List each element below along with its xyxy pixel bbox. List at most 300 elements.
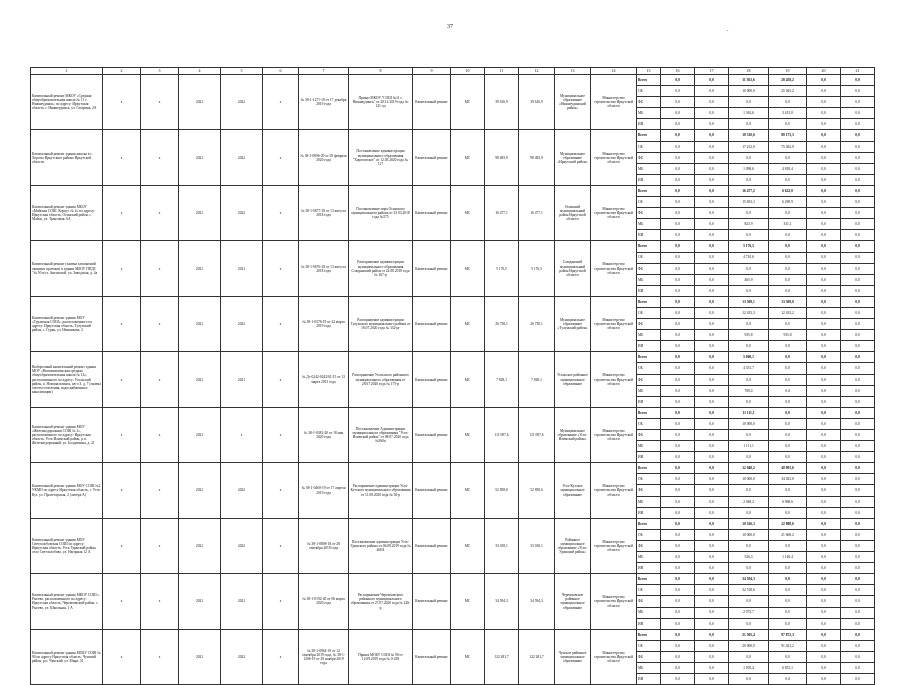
source-type-cell: ФБ — [637, 263, 661, 274]
source-type-cell: МБ — [637, 441, 661, 452]
amount-cell: 0,0 — [841, 319, 875, 330]
amount-cell: 0,0 — [661, 352, 695, 363]
table-cell: № 38-1-0192-20 от 06 марта 2020 года — [299, 574, 349, 629]
amount-cell: 0,0 — [661, 363, 695, 374]
amount-cell: 12 433,2 — [769, 307, 807, 318]
amount-cell: 1 111,1 — [729, 441, 769, 452]
amount-cell: 0,0 — [769, 452, 807, 463]
table-cell: 52 858,6 — [519, 463, 555, 518]
table-cell: Распоряжение Усольского районного муниципального образования от 28.07.2020 года № 175-р — [349, 352, 413, 407]
column-number: 6 — [263, 68, 299, 75]
amount-cell: 0,0 — [841, 374, 875, 385]
table-row — [31, 407, 875, 418]
amount-cell: 0,0 — [841, 341, 875, 352]
amount-cell: 0,0 — [695, 651, 729, 662]
source-type-cell: Всего — [637, 629, 661, 640]
source-type-cell: ИИ — [637, 618, 661, 629]
amount-cell: 0,0 — [769, 596, 807, 607]
amount-cell: 0,0 — [729, 208, 769, 219]
amount-cell: 0,0 — [769, 430, 807, 441]
amount-cell: 0,0 — [695, 674, 729, 685]
amount-cell: 0,0 — [661, 208, 695, 219]
table-cell: х — [103, 352, 141, 407]
amount-cell: 0,0 — [695, 430, 729, 441]
amount-cell: 0,0 — [695, 552, 729, 563]
table-cell: 2021 — [179, 407, 221, 462]
amount-cell: 28 458,2 — [769, 75, 807, 86]
amount-cell: 18 310,6 — [729, 130, 769, 141]
table-cell: Министерство строительства Иркутской области — [591, 352, 637, 407]
table-cell: Муниципальное образование «Иркутский район» — [555, 130, 591, 185]
table-cell: х — [141, 130, 179, 185]
table-cell: 2022 — [221, 185, 263, 240]
amount-cell: 0,0 — [841, 197, 875, 208]
table-cell: Капитальный ремонт — [413, 407, 451, 462]
amount-cell: 0,0 — [807, 452, 841, 463]
source-type-cell: ИИ — [637, 507, 661, 518]
amount-cell: 0,0 — [695, 585, 729, 596]
amount-cell: 0,0 — [807, 86, 841, 97]
amount-cell: 0,0 — [661, 185, 695, 196]
amount-cell: 0,0 — [695, 396, 729, 407]
source-type-cell: ИИ — [637, 119, 661, 130]
table-cell: х — [263, 130, 299, 185]
amount-cell: 0,0 — [841, 330, 875, 341]
amount-cell: 0,0 — [769, 119, 807, 130]
table-cell: 2022 — [221, 130, 263, 185]
amount-cell: 0,0 — [807, 385, 841, 396]
amount-cell: 0,0 — [729, 263, 769, 274]
source-type-cell: ОБ — [637, 585, 661, 596]
amount-cell: 0,0 — [769, 152, 807, 163]
amount-cell: 0,0 — [729, 341, 769, 352]
source-type-cell: ФБ — [637, 651, 661, 662]
table-cell: МС — [451, 296, 485, 351]
amount-cell: 0,0 — [729, 563, 769, 574]
amount-cell: 0,0 — [807, 674, 841, 685]
amount-cell: 0,0 — [695, 640, 729, 651]
table-cell: 2021 — [179, 185, 221, 240]
table-cell: 2021 — [179, 463, 221, 518]
table-cell: 2022 — [221, 629, 263, 684]
table-cell: Министерство строительства Иркутской области — [591, 518, 637, 573]
source-type-cell: Всего — [637, 463, 661, 474]
table-cell: 33 018,1 — [485, 518, 519, 573]
amount-cell: 0,0 — [841, 130, 875, 141]
object-name-cell: Капитальный ремонт здания МОУ «Гуранская СОШ», расположенного по адресу: Иркутская область, Тулунский район, с. Гуран, ул. Ившаньева, 2 — [31, 296, 103, 351]
amount-cell: 0,0 — [769, 241, 807, 252]
amount-cell: 935,8 — [729, 330, 769, 341]
amount-cell: 0,0 — [841, 418, 875, 429]
source-type-cell: МБ — [637, 385, 661, 396]
table-cell: х — [263, 241, 299, 296]
amount-cell: 0,0 — [695, 330, 729, 341]
source-type-cell: ФБ — [637, 430, 661, 441]
object-name-cell: Капитальный ремонт здания МОУ Светлолобовская СОШ по адресу: Иркутская область, Усть-Удинский район, село Светлолобово, ул. Нагорная 12 А — [31, 518, 103, 573]
amount-cell: 0,0 — [807, 563, 841, 574]
amount-cell: 0,0 — [841, 185, 875, 196]
amount-cell: 0,0 — [841, 607, 875, 618]
amount-cell: 3 415,0 — [769, 108, 807, 119]
table-cell: № 38-1-0460-19 от 17 апреля 2019 года — [299, 463, 349, 518]
amount-cell: 0,0 — [695, 418, 729, 429]
column-number: 8 — [349, 68, 413, 75]
amount-cell: 0,0 — [695, 75, 729, 86]
amount-cell: 0,0 — [769, 607, 807, 618]
amount-cell: 6 968,6 — [769, 496, 807, 507]
amount-cell: 0,0 — [729, 485, 769, 496]
amount-cell: 0,0 — [841, 507, 875, 518]
amount-cell: 0,0 — [661, 463, 695, 474]
amount-cell: 0,0 — [769, 485, 807, 496]
table-cell: 34 594,3 — [519, 574, 555, 629]
table-cell: Чунское районное муниципальное образование — [555, 629, 591, 684]
source-type-cell: ОБ — [637, 252, 661, 263]
amount-cell: 0,0 — [807, 418, 841, 429]
amount-cell: 80 173,3 — [769, 130, 807, 141]
amount-cell: 6 851,1 — [769, 662, 807, 673]
table-cell: МС — [451, 352, 485, 407]
amount-cell: 0,0 — [661, 319, 695, 330]
table-cell: Министерство строительства Иркутской области — [591, 130, 637, 185]
source-type-cell: ОБ — [637, 197, 661, 208]
amount-cell: 0,0 — [769, 418, 807, 429]
object-name-cell: Капитальный ремонт здания школы в с. Хороты Иркутского района Иркутской области — [31, 130, 103, 185]
amount-cell: 0,0 — [769, 674, 807, 685]
table-row — [31, 75, 875, 86]
amount-cell: 12 433,3 — [729, 307, 769, 318]
amount-cell: 0,0 — [729, 674, 769, 685]
amount-cell: 0,0 — [661, 374, 695, 385]
amount-cell: 0,0 — [841, 407, 875, 418]
table-cell: х — [141, 352, 179, 407]
amount-cell: 0,0 — [807, 341, 841, 352]
amount-cell: 0,0 — [661, 141, 695, 152]
table-cell: Капитальный ремонт — [413, 518, 451, 573]
table-cell: х — [221, 407, 263, 462]
table-cell: 2021 — [179, 241, 221, 296]
amount-cell: 6 290,9 — [769, 197, 807, 208]
amount-cell: 0,0 — [661, 563, 695, 574]
amount-cell: 0,0 — [695, 463, 729, 474]
column-number: 3 — [141, 68, 179, 75]
source-type-cell: ИИ — [637, 285, 661, 296]
amount-cell: 0,0 — [841, 208, 875, 219]
column-number: 9 — [413, 68, 451, 75]
amount-cell: 20 000,0 — [729, 640, 769, 651]
amount-cell: 34 594,3 — [729, 574, 769, 585]
amount-cell: 526,3 — [729, 552, 769, 563]
amount-cell: 0,0 — [841, 441, 875, 452]
table-cell: 16 477,1 — [485, 185, 519, 240]
amount-cell: 0,0 — [695, 629, 729, 640]
table-cell: 2021 — [179, 518, 221, 573]
amount-cell: 0,0 — [695, 108, 729, 119]
table-cell: № Дс-0242-0242/01/15 от 12 марта 2013 года — [299, 352, 349, 407]
source-type-cell: ИИ — [637, 341, 661, 352]
amount-cell: 0,0 — [729, 507, 769, 518]
amount-cell: 0,0 — [807, 441, 841, 452]
table-cell: МС — [451, 463, 485, 518]
amount-cell: 0,0 — [661, 430, 695, 441]
amount-cell: 0,0 — [807, 163, 841, 174]
column-number: 14 — [591, 68, 637, 75]
amount-cell: 0,0 — [695, 607, 729, 618]
amount-cell: 0,0 — [807, 396, 841, 407]
amount-cell: 21 668,2 — [769, 529, 807, 540]
table-cell: х — [263, 407, 299, 462]
amount-cell: 0,0 — [729, 651, 769, 662]
column-number: 12 — [519, 68, 555, 75]
amount-cell: 0,0 — [695, 197, 729, 208]
amount-cell: 12 048,2 — [729, 463, 769, 474]
object-name-cell: Капитальный ремонт (замена заполнений оконных проемов) в здании МБОУ ППДС "№ 50 в/ст. Ангоколой, ул. Заводская, д. 4а — [31, 241, 103, 296]
table-cell: 111 087,6 — [485, 407, 519, 462]
amount-cell: 5 176,5 — [729, 241, 769, 252]
amount-cell: 0,0 — [661, 418, 695, 429]
amount-cell: 0,0 — [769, 540, 807, 551]
column-number: 19 — [769, 68, 807, 75]
amount-cell: 0,0 — [661, 441, 695, 452]
amount-cell: 0,0 — [841, 241, 875, 252]
table-cell: Постановление администрации Усть-Удинского района от 06.08.2019 года № 266А — [349, 518, 413, 573]
table-cell: Капитальный ремонт — [413, 296, 451, 351]
table-cell: МС — [451, 629, 485, 684]
amount-cell: 0,0 — [695, 141, 729, 152]
amount-cell: 5 060,1 — [729, 352, 769, 363]
table-cell: х — [103, 75, 141, 130]
table-cell: х — [141, 75, 179, 130]
amount-cell: 0,0 — [769, 208, 807, 219]
amount-cell: 0,0 — [695, 496, 729, 507]
amount-cell: 0,0 — [807, 285, 841, 296]
table-cell: 98 483,9 — [485, 130, 519, 185]
table-cell: № 38-1-0964-19 от 12 сентября 2019 года, № 38-1-1206-19 от 29 ноября 2019 года — [299, 629, 349, 684]
source-type-cell: Всего — [637, 296, 661, 307]
amount-cell: 0,0 — [729, 119, 769, 130]
amount-cell: 0,0 — [769, 274, 807, 285]
table-cell: х — [141, 629, 179, 684]
table-cell: № 38-1-0677-18 от 13 августа 2018 года — [299, 185, 349, 240]
amount-cell: 16 477,2 — [729, 185, 769, 196]
amount-cell: 0,0 — [661, 496, 695, 507]
table-row — [31, 241, 875, 252]
amount-cell: 0,0 — [769, 263, 807, 274]
table-cell: 122 281,7 — [485, 629, 519, 684]
amount-cell: 0,0 — [841, 285, 875, 296]
column-number: 2 — [103, 68, 141, 75]
table-cell: Капитальный ремонт — [413, 185, 451, 240]
amount-cell: 0,0 — [695, 130, 729, 141]
table-cell: 52 858,6 — [485, 463, 519, 518]
amount-cell: 0,0 — [807, 607, 841, 618]
amount-cell: 0,0 — [807, 574, 841, 585]
source-type-cell: Всего — [637, 75, 661, 86]
amount-cell: 0,0 — [807, 640, 841, 651]
amount-cell: 0,0 — [807, 540, 841, 551]
amount-cell: 13 369,0 — [769, 296, 807, 307]
table-cell: Капитальный ремонт — [413, 241, 451, 296]
amount-cell: 15 653,3 — [729, 197, 769, 208]
amount-cell: 0,0 — [695, 319, 729, 330]
source-type-cell: Всего — [637, 518, 661, 529]
source-type-cell: ОБ — [637, 141, 661, 152]
source-type-cell: Всего — [637, 574, 661, 585]
amount-cell: 0,0 — [807, 185, 841, 196]
table-cell: х — [141, 463, 179, 518]
amount-cell: 0,0 — [841, 474, 875, 485]
table-cell: Районное муниципальное образование «Усть-Удинский район» — [555, 518, 591, 573]
amount-cell: 0,0 — [841, 75, 875, 86]
amount-cell: 0,0 — [841, 252, 875, 263]
table-cell: Усть-Кутское муниципальное образование — [555, 463, 591, 518]
table-cell: х — [103, 518, 141, 573]
amount-cell: 0,0 — [661, 596, 695, 607]
amount-cell: 11 363,6 — [729, 75, 769, 86]
object-name-cell: Капитальный ремонт здания МБОУ «Майская СОШ. Корпус № 2» по адресу: Иркутская область, Осинский район, с. Майск, ул. Трактовая, 6А — [31, 185, 103, 240]
amount-cell: 34 023,0 — [769, 474, 807, 485]
object-name-cell: Капитальный ремонт здания МОБУ СОШ № 90 по адресу Иркутская область, Чунский район, р.п. Чунский, ул. Мира, 31 — [31, 629, 103, 684]
amount-cell: 0,0 — [807, 263, 841, 274]
amount-cell: 0,0 — [807, 618, 841, 629]
table-cell: х — [103, 296, 141, 351]
table-cell: 2021 — [179, 629, 221, 684]
amount-cell: 0,0 — [661, 618, 695, 629]
source-type-cell: ИИ — [637, 174, 661, 185]
source-type-cell: Всего — [637, 241, 661, 252]
amount-cell: 0,0 — [807, 662, 841, 673]
amount-cell: 0,0 — [807, 252, 841, 263]
column-number: 4 — [179, 68, 221, 75]
table-cell: 5 176,5 — [519, 241, 555, 296]
table-cell: 98 483,9 — [519, 130, 555, 185]
table-cell: 122 281,7 — [519, 629, 555, 684]
table-cell: х — [103, 629, 141, 684]
amount-cell: 10 000,0 — [729, 474, 769, 485]
table-cell: 2021 — [221, 241, 263, 296]
amount-cell: 0,0 — [841, 529, 875, 540]
table-row — [31, 463, 875, 474]
amount-cell: 0,0 — [695, 363, 729, 374]
column-number: 5 — [221, 68, 263, 75]
amount-cell: 0,0 — [661, 574, 695, 585]
amount-cell: 0,0 — [841, 629, 875, 640]
amount-cell: 0,0 — [695, 341, 729, 352]
amount-cell: 0,0 — [769, 230, 807, 241]
amount-cell: 0,0 — [769, 252, 807, 263]
table-cell: х — [103, 574, 141, 629]
amount-cell: 0,0 — [841, 108, 875, 119]
column-number: 15 — [637, 68, 661, 75]
column-number: 10 — [451, 68, 485, 75]
amount-cell: 0,0 — [807, 407, 841, 418]
column-number: 7 — [299, 68, 349, 75]
column-number-row — [31, 68, 875, 75]
table-cell: № 38-1-0381-20 от 18 мая 2020 года — [299, 407, 349, 462]
table-cell: х — [141, 518, 179, 573]
amount-cell: 0,0 — [695, 540, 729, 551]
amount-cell: 0,0 — [695, 452, 729, 463]
table-cell: Осинский муниципальный район Иркутской области — [555, 185, 591, 240]
amount-cell: 91 021,2 — [769, 640, 807, 651]
table-cell: МС — [451, 185, 485, 240]
amount-cell: 0,0 — [841, 540, 875, 551]
source-type-cell: МБ — [637, 496, 661, 507]
amount-cell: 0,0 — [769, 363, 807, 374]
amount-cell: 0,0 — [661, 296, 695, 307]
amount-cell: 0,0 — [695, 152, 729, 163]
amount-cell: 0,0 — [841, 152, 875, 163]
amount-cell: 0,0 — [661, 219, 695, 230]
amount-cell: 0,0 — [695, 618, 729, 629]
amount-cell: 0,0 — [729, 618, 769, 629]
amount-cell: 0,0 — [807, 230, 841, 241]
amount-cell: 0,0 — [661, 241, 695, 252]
amount-cell: 0,0 — [841, 119, 875, 130]
amount-cell: 0,0 — [807, 119, 841, 130]
amount-cell: 0,0 — [661, 86, 695, 97]
amount-cell: 0,0 — [841, 518, 875, 529]
source-type-cell: ФБ — [637, 208, 661, 219]
object-name-cell: Капитальный ремонт здания МОУ СОШ №2 УКМО по адресу Иркутская область, г. Усть-Кут, ул. Пролетарская, 2 (литера А) — [31, 463, 103, 518]
amount-cell: 6 622,0 — [769, 185, 807, 196]
page-number: 37 — [447, 24, 453, 30]
amount-cell: 1 363,6 — [729, 108, 769, 119]
table-cell: 2022 — [221, 75, 263, 130]
table-cell: х — [103, 241, 141, 296]
amount-cell: 0,0 — [661, 396, 695, 407]
table-cell: МС — [451, 518, 485, 573]
table-row — [31, 130, 875, 141]
amount-cell: 0,0 — [841, 219, 875, 230]
source-type-cell: ИИ — [637, 563, 661, 574]
source-type-cell: ФБ — [637, 152, 661, 163]
amount-cell: 97 872,3 — [769, 629, 807, 640]
table-cell: Министерство строительства Иркутской области — [591, 296, 637, 351]
amount-cell: 0,0 — [661, 197, 695, 208]
amount-cell: 0,0 — [695, 274, 729, 285]
amount-cell: 0,0 — [695, 485, 729, 496]
amount-cell: 1 098,6 — [729, 163, 769, 174]
amount-cell: 0,0 — [695, 296, 729, 307]
amount-cell: 0,0 — [807, 485, 841, 496]
table-row — [31, 574, 875, 585]
source-type-cell: ФБ — [637, 596, 661, 607]
object-name-cell: Капитальный ремонт здания МКОУ СОШ с. Рысево, расположенного по адресу: Иркутская область, Черемховский район, с. Рысево, ул. Школьная, 1 А — [31, 574, 103, 629]
investment-table — [30, 67, 875, 685]
table-cell: Усольское районное муниципальное образование — [555, 352, 591, 407]
amount-cell: 0,0 — [807, 529, 841, 540]
amount-cell: 0,0 — [841, 307, 875, 318]
amount-cell: 0,0 — [695, 441, 729, 452]
amount-cell: 0,0 — [769, 441, 807, 452]
table-cell: Капитальный ремонт — [413, 75, 451, 130]
amount-cell: 0,0 — [769, 97, 807, 108]
table-cell: 2021 — [179, 75, 221, 130]
amount-cell: 22 808,6 — [769, 518, 807, 529]
table-cell: 34 594,3 — [485, 574, 519, 629]
amount-cell: 0,0 — [695, 97, 729, 108]
amount-cell: 0,0 — [807, 552, 841, 563]
table-cell: х — [263, 75, 299, 130]
source-type-cell: ОБ — [637, 640, 661, 651]
amount-cell: 0,0 — [729, 230, 769, 241]
amount-cell: 0,0 — [661, 263, 695, 274]
amount-cell: 0,0 — [807, 330, 841, 341]
table-cell: Министерство строительства Иркутской области — [591, 75, 637, 130]
amount-cell: 0,0 — [695, 596, 729, 607]
source-type-cell: ИИ — [637, 452, 661, 463]
